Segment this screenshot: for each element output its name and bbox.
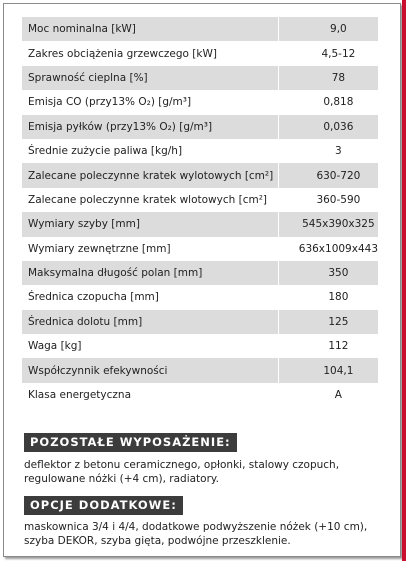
spec-row	[22, 17, 378, 41]
spec-row	[22, 163, 378, 187]
spec-row	[22, 90, 378, 114]
spec-label: Zalecane poleczynne kratek wylotowych [cm²]	[22, 163, 278, 187]
spec-value: 350	[278, 261, 378, 285]
spec-row	[22, 285, 378, 309]
spec-label: Zakres obciążenia grzewczego [kW]	[22, 41, 278, 65]
spec-row	[22, 237, 378, 261]
spec-label: Zalecane poleczynne kratek wlotowych [cm²]	[22, 188, 278, 212]
spec-row	[22, 310, 378, 334]
accent-edge	[402, 0, 406, 561]
spec-label: Średnie zużycie paliwa [kg/h]	[22, 139, 278, 163]
spec-label: Maksymalna długość polan [mm]	[22, 261, 278, 285]
spec-label: Wymiary szyby [mm]	[22, 212, 278, 236]
spec-value: 3	[335, 145, 342, 158]
spec-label: Średnica dolotu [mm]	[22, 310, 278, 334]
spec-value: A	[334, 389, 342, 402]
spec-row	[22, 115, 378, 139]
spec-value: 630-720	[278, 163, 378, 187]
spec-label: Średnica czopucha [mm]	[22, 285, 278, 309]
spec-row	[22, 41, 378, 65]
spec-row	[22, 66, 378, 90]
spec-value: 360-590	[316, 193, 361, 206]
spec-label: Waga [kg]	[22, 334, 278, 358]
spec-label: Klasa energetyczna	[22, 383, 278, 407]
spec-row	[22, 358, 378, 382]
spec-label: Emisja pyłków (przy13% O₂) [g/m³]	[22, 115, 278, 139]
spec-value: 0,818	[323, 96, 354, 109]
spec-label: Moc nominalna [kW]	[22, 17, 278, 41]
spec-label: Sprawność cieplna [%]	[22, 66, 278, 90]
spec-value: 636x1009x443	[298, 242, 378, 255]
options-heading: OPCJE DODATKOWE:	[24, 496, 183, 515]
spec-value: 9,0	[278, 17, 378, 41]
spec-row	[22, 261, 378, 285]
spec-label: Wymiary zewnętrzne [mm]	[22, 237, 278, 261]
spec-value: 4,5-12	[321, 47, 356, 60]
spec-label: Współczynnik efekywności	[22, 358, 278, 382]
equipment-heading: POZOSTAŁE WYPOSAŻENIE:	[24, 433, 237, 452]
spec-row	[22, 383, 378, 407]
spec-value: 0,036	[278, 115, 378, 139]
spec-value: 112	[328, 340, 349, 353]
spec-row	[22, 139, 378, 163]
specifications-table	[22, 17, 378, 407]
equipment-description: deflektor z betonu ceramicznego, opłonki, stalowy czopuch, regulowane nóżki (+4 cm), radiatory.	[24, 459, 340, 485]
spec-value: 104,1	[278, 358, 378, 382]
options-description: maskownica 3/4 i 4/4, dodatkowe podwyższenie nóżek (+10 cm), szyba DEKOR, szyba gięta, podwójne przeszklenie.	[24, 521, 368, 547]
spec-sheet-panel	[3, 3, 401, 557]
spec-value: 545x390x325	[278, 212, 378, 236]
spec-value: 125	[278, 310, 378, 334]
spec-row	[22, 212, 378, 236]
spec-value: 180	[328, 291, 349, 304]
spec-value: 78	[278, 66, 378, 90]
spec-row	[22, 334, 378, 358]
spec-row	[22, 188, 378, 212]
spec-label: Emisja CO (przy13% O₂) [g/m³]	[22, 90, 278, 114]
